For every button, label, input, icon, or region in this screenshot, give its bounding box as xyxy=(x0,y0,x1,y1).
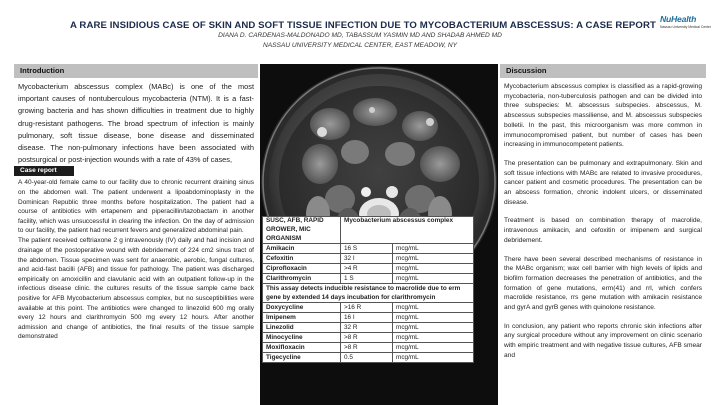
table-row xyxy=(263,353,474,363)
susceptibility-table xyxy=(262,216,474,363)
logo-wordmark: NuHealth xyxy=(660,14,697,24)
value-cell: 32 I xyxy=(341,254,393,264)
value-cell: 0.5 xyxy=(341,353,393,363)
value-cell: 32 R xyxy=(341,323,393,333)
poster-title: A RARE INSIDIOUS CASE OF SKIN AND SOFT TISSUE INFECTION DUE TO MYCOBACTERIUM ABSCESSUS: A CASE REPORT xyxy=(70,20,656,31)
unit-cell: mcg/mL xyxy=(393,353,474,363)
drug-cell: Linezolid xyxy=(263,323,341,333)
nuhealth-logo xyxy=(660,14,712,38)
table-row xyxy=(263,254,474,264)
table-header-organism: SUSC, AFB, RAPID GROWER, MIC ORGANISM xyxy=(263,217,341,244)
right-column xyxy=(500,64,706,405)
table-row xyxy=(263,343,474,353)
table-row xyxy=(263,274,474,284)
poster-authors: DIANA D. CARDENAS-MALDONADO MD, TABASSUM YASMIN MD AND SHADAB AHMED MD xyxy=(218,32,502,39)
unit-cell: mcg/mL xyxy=(393,274,474,284)
unit-cell: mcg/mL xyxy=(393,254,474,264)
drug-cell: Tigecycline xyxy=(263,353,341,363)
discussion-paragraph-1: Mycobacterium abscessus complex is classified as a rapid-growing mycobacteria, non-tuberculosis pathogen and can be divided into three subspecies: M. abscessus subspecies. abscessus, M. abscessus subspecies massiliense, and M. abscessus subspecies bolletii. In the past, this microorganism was more common in immunocompromised patient, but number of cases has been increasing in immunocompetent patients. xyxy=(504,83,702,149)
unit-cell: mcg/mL xyxy=(393,333,474,343)
table-row xyxy=(263,313,474,323)
discussion-paragraph-4: There have been several described mechanisms of resistance in the MABc organism; wax cell barrier with high levels of lipids and biofilm formation decreases the penetration of antibiotics, and the formation of gene mutations, erm(41) and rrl, which confers macrolide resistance, rrs gene mutation with amikacin resistance and gyrA and gyrB genes with quinolone resistance. xyxy=(504,255,702,312)
discussion-heading: Discussion xyxy=(500,64,706,78)
table-row xyxy=(263,264,474,274)
drug-cell: Cefoxitin xyxy=(263,254,341,264)
unit-cell: mcg/mL xyxy=(393,264,474,274)
case-report-text xyxy=(14,176,258,342)
table-header-species: Mycobacterium abscessus complex xyxy=(341,217,474,244)
unit-cell: mcg/mL xyxy=(393,343,474,353)
unit-cell: mcg/mL xyxy=(393,244,474,254)
drug-cell: Imipenem xyxy=(263,313,341,323)
table-header-row xyxy=(263,217,474,244)
drug-cell: Amikacin xyxy=(263,244,341,254)
discussion-paragraph-3: Treatment is based on combination therapy of macrolide, intravenous amikacin, and cefoxitin or imipenem and surgical debridement. xyxy=(504,217,702,244)
poster-header xyxy=(0,0,720,62)
drug-cell: Doxycycline xyxy=(263,303,341,313)
introduction-text: Mycobacterium abscessus complex (MABc) is one of the most important causes of nontuberculous mycobacteria (NTM). It is a fast-growing bacteria and has shown difficulties in treatment due to highly drug-resistant pathogens. The broad spectrum of infection is mainly pulmonary, soft tissue disease, bone disease and disseminated disease. The non-pulmonary infections have been associated with postsurgical or post-injection wounds with a rate of 43% of cases, xyxy=(18,82,254,165)
case-report-heading: Case report xyxy=(14,166,74,176)
table-row xyxy=(263,303,474,313)
table-note: This assay detects inducible resistance to macrolide due to erm gene by extended 14 days incubation for clarithromycin xyxy=(263,284,474,303)
discussion-text xyxy=(500,78,706,361)
left-column xyxy=(14,64,258,405)
value-cell: 16 I xyxy=(341,313,393,323)
drug-cell: Moxifloxacin xyxy=(263,343,341,353)
logo-subtext: Nassau University Medical Center xyxy=(660,25,712,29)
value-cell: >4 R xyxy=(341,264,393,274)
unit-cell: mcg/mL xyxy=(393,313,474,323)
case-report-paragraph-1: A 40-year-old female came to our facility due to chronic recurrent draining sinus on the abdomen wall. The patient underwent a lipoabdominoplasty in the Dominican Republic three months before hospitalization. The patient had a course of antibiotics with ertapenem and piperacillin/tazobactam in another facility, which was unsuccessful in clearing the infection. On the day of admission to our facility, the patient had recurrent fevers and generalized abdominal pain. xyxy=(18,179,254,235)
value-cell: >8 R xyxy=(341,343,393,353)
drug-cell: Ciprofloxacin xyxy=(263,264,341,274)
introduction-heading: Introduction xyxy=(14,64,258,78)
table-row xyxy=(263,323,474,333)
discussion-paragraph-5: In conclusion, any patient who reports chronic skin infections after any surgical procedure without any improvement on clinic scenario with empiric treatment and with negative tissue cultures, AFB smear and xyxy=(504,322,702,359)
discussion-paragraph-2: The presentation can be pulmonary and extrapulmonary. Skin and soft tissue infections with MABc are related to invasive procedures, cancer patient and cosmetic procedures. The presentation can be an abscess formation, chronic indolent ulcers, or disseminated disease. xyxy=(504,159,702,206)
table-note-row xyxy=(263,284,474,303)
value-cell: 1 S xyxy=(341,274,393,284)
value-cell: >16 R xyxy=(341,303,393,313)
poster-affiliation: NASSAU UNIVERSITY MEDICAL CENTER, EAST MEADOW, NY xyxy=(262,42,458,49)
drug-cell: Minocycline xyxy=(263,333,341,343)
value-cell: 16 S xyxy=(341,244,393,254)
unit-cell: mcg/mL xyxy=(393,303,474,313)
case-report-paragraph-2: The patient received ceftriaxone 2 g intravenously (IV) daily and had incision and drainage of the postoperative wound with debridement of 224 cm2 sinus tract of the abdomen. Tissue specimen was sent for anaerobic, aerobic, fungal cultures, and acid-fast bacilli (AFB) and tissue for pathology. The patient was discharged empirically on amoxicillin and clavulanic acid with an outpatient follow-up in the infectious disease clinic. the cultures results of the tissue sample came back positive for AFB Mycobacterium abscessus complex, but no susceptibilities were available at this point. The antibiotics were changed to linezolid 600 mg orally every 12 hours and clarithromycin 500 mg every 12 hours. After another admission and change of antibiotics, the final results of the tissue sample demonstrated xyxy=(18,237,254,341)
value-cell: >8 R xyxy=(341,333,393,343)
table-row xyxy=(263,333,474,343)
unit-cell: mcg/mL xyxy=(393,323,474,333)
drug-cell: Clarithromycin xyxy=(263,274,341,284)
table-row xyxy=(263,244,474,254)
